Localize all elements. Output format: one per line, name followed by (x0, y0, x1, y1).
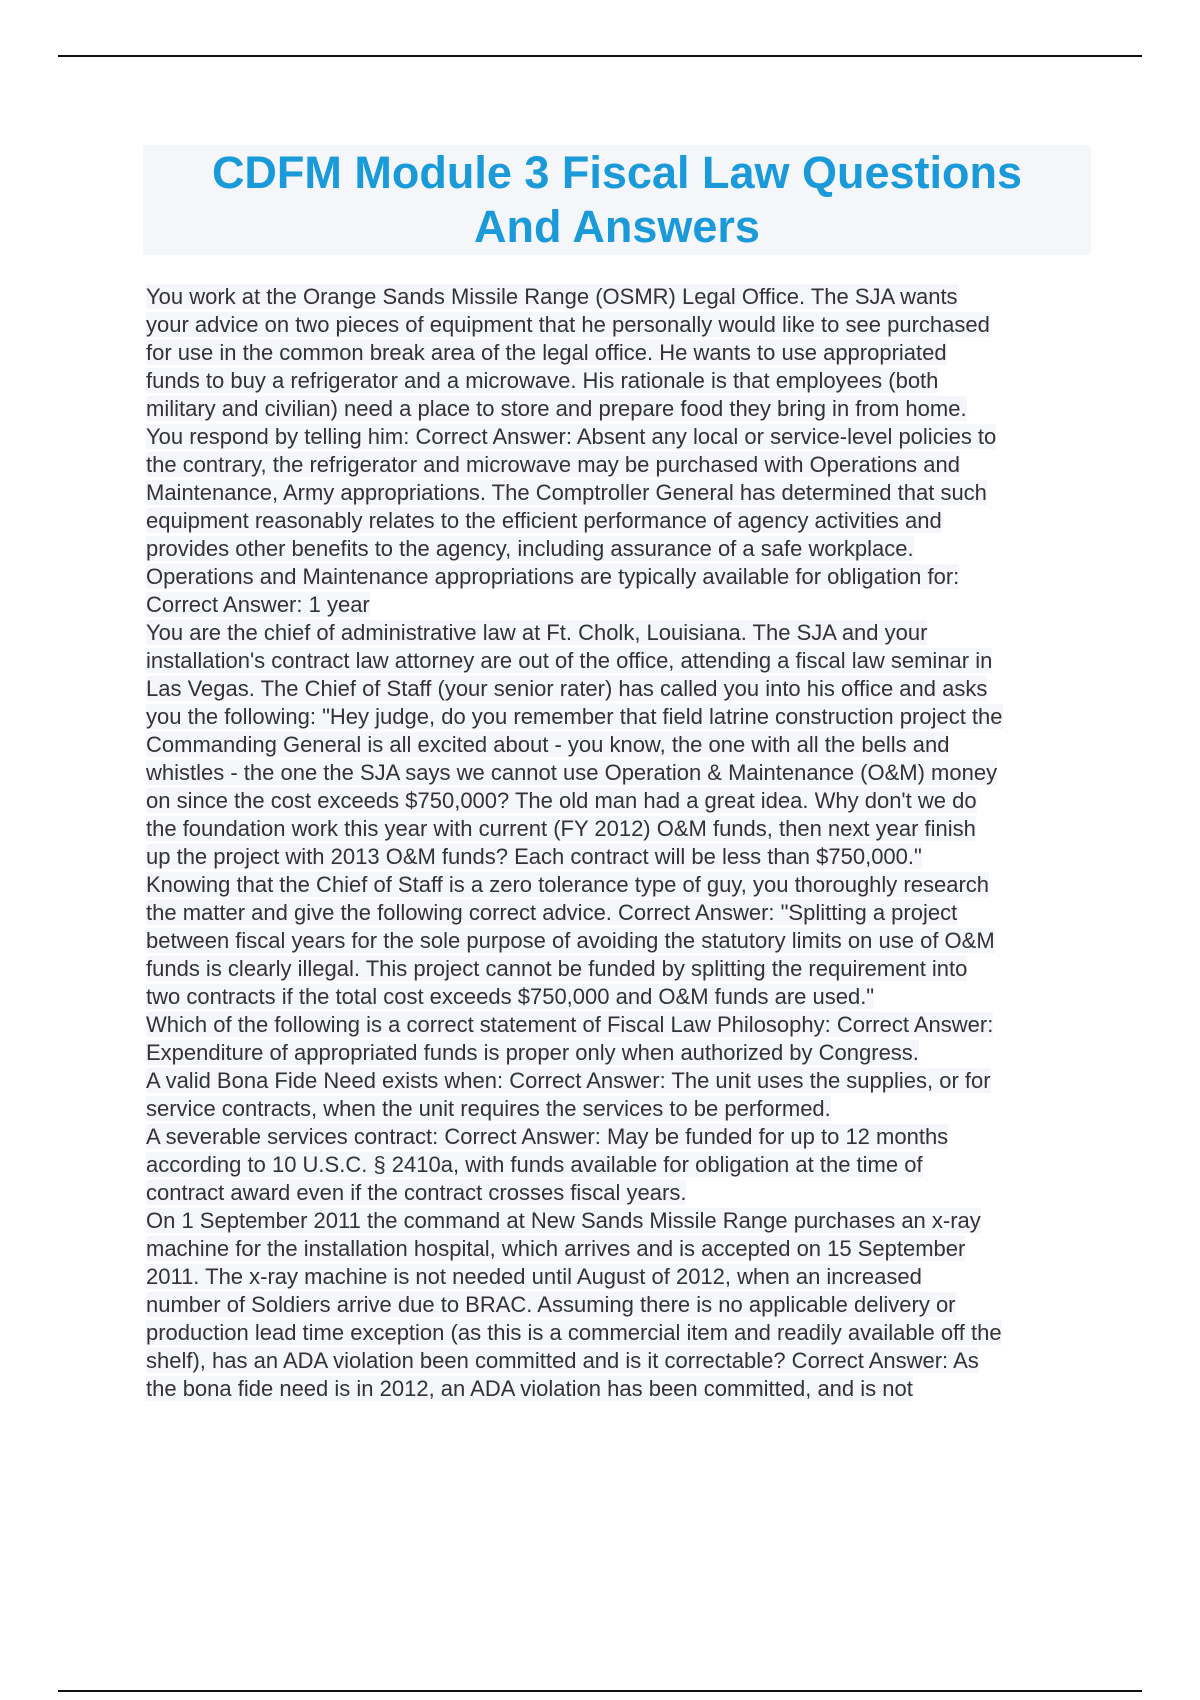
body-line-text: service contracts, when the unit requires the services to be performed. (146, 1096, 831, 1121)
body-line-text: military and civilian) need a place to store and prepare food they bring in from home. (146, 396, 967, 421)
body-line-text: up the project with 2013 O&M funds? Each contract will be less than $750,000." (146, 844, 922, 869)
body-line-text: Maintenance, Army appropriations. The Comptroller General has determined that such (146, 480, 987, 505)
body-line-text: You are the chief of administrative law at Ft. Cholk, Louisiana. The SJA and your (146, 620, 928, 645)
body-line (146, 339, 1096, 367)
body-line-text: machine for the installation hospital, which arrives and is accepted on 15 September (146, 1236, 966, 1261)
document-title (212, 146, 1022, 254)
body-line-text: whistles - the one the SJA says we cannot use Operation & Maintenance (O&M) money (146, 760, 998, 785)
body-line (146, 1067, 1096, 1095)
body-line-text: the matter and give the following correct advice. Correct Answer: "Splitting a project (146, 900, 958, 925)
body-line-text: 2011. The x-ray machine is not needed until August of 2012, when an increased (146, 1264, 922, 1289)
body-line (146, 1375, 1096, 1403)
body-line (146, 311, 1096, 339)
body-line (146, 787, 1096, 815)
body-line-text: shelf), has an ADA violation been committed and is it correctable? Correct Answer: As (146, 1348, 979, 1373)
body-line-text: the foundation work this year with current (FY 2012) O&M funds, then next year finish (146, 816, 976, 841)
body-line (146, 731, 1096, 759)
body-line (146, 1207, 1096, 1235)
bottom-rule (58, 1690, 1142, 1692)
body-line-text: your advice on two pieces of equipment that he personally would like to see purchased (146, 312, 990, 337)
body-line (146, 843, 1096, 871)
body-line (146, 759, 1096, 787)
body-line-text: the contrary, the refrigerator and microwave may be purchased with Operations and (146, 452, 960, 477)
body-line (146, 927, 1096, 955)
body-line (146, 1347, 1096, 1375)
body-line-text: number of Soldiers arrive due to BRAC. Assuming there is no applicable delivery or (146, 1292, 956, 1317)
body-line (146, 591, 1096, 619)
body-line-text: Operations and Maintenance appropriations are typically available for obligation for: (146, 564, 960, 589)
body-line-text: between fiscal years for the sole purpose of avoiding the statutory limits on use of O&M (146, 928, 995, 953)
body-line (146, 1151, 1096, 1179)
body-line-text: You work at the Orange Sands Missile Range (OSMR) Legal Office. The SJA wants (146, 284, 958, 309)
body-line (146, 507, 1096, 535)
body-line-text: Correct Answer: 1 year (146, 592, 370, 617)
body-line (146, 367, 1096, 395)
body-line-text: you the following: "Hey judge, do you remember that field latrine construction project the (146, 704, 1003, 729)
body-line-text: On 1 September 2011 the command at New Sands Missile Range purchases an x-ray (146, 1208, 981, 1233)
body-line (146, 1123, 1096, 1151)
body-line (146, 675, 1096, 703)
body-line (146, 647, 1096, 675)
body-line (146, 1291, 1096, 1319)
body-line-text: production lead time exception (as this is a commercial item and readily available off the (146, 1320, 1002, 1345)
body-line-text: Which of the following is a correct statement of Fiscal Law Philosophy: Correct Answer: (146, 1012, 994, 1037)
body-line-text: funds to buy a refrigerator and a microwave. His rationale is that employees (both (146, 368, 939, 393)
body-line (146, 479, 1096, 507)
body-line-text: A valid Bona Fide Need exists when: Correct Answer: The unit uses the supplies, or for (146, 1068, 991, 1093)
body-line (146, 619, 1096, 647)
body-line-text: Expenditure of appropriated funds is proper only when authorized by Congress. (146, 1040, 919, 1065)
body-line (146, 1179, 1096, 1207)
body-line (146, 563, 1096, 591)
body-line (146, 983, 1096, 1011)
body-line (146, 1011, 1096, 1039)
body-line (146, 703, 1096, 731)
body-line-text: Knowing that the Chief of Staff is a zero tolerance type of guy, you thoroughly research (146, 872, 990, 897)
body-line-text: two contracts if the total cost exceeds $750,000 and O&M funds are used." (146, 984, 875, 1009)
top-rule (58, 55, 1142, 57)
body-line (146, 1319, 1096, 1347)
body-line-text: on since the cost exceeds $750,000? The old man had a great idea. Why don't we do (146, 788, 977, 813)
body-line (146, 1235, 1096, 1263)
body-line-text: for use in the common break area of the legal office. He wants to use appropriated (146, 340, 947, 365)
body-line-text: funds is clearly illegal. This project cannot be funded by splitting the requirement into (146, 956, 968, 981)
body-line (146, 871, 1096, 899)
body-line-text: according to 10 U.S.C. § 2410a, with funds available for obligation at the time of (146, 1152, 923, 1177)
body-line (146, 283, 1096, 311)
body-line-text: Commanding General is all excited about - you know, the one with all the bells and (146, 732, 950, 757)
body-line (146, 955, 1096, 983)
document-body (146, 283, 1096, 1403)
body-line-text: contract award even if the contract crosses fiscal years. (146, 1180, 687, 1205)
body-line-text: equipment reasonably relates to the efficient performance of agency activities and (146, 508, 942, 533)
body-line (146, 535, 1096, 563)
body-line-text: Las Vegas. The Chief of Staff (your senior rater) has called you into his office and asks (146, 676, 988, 701)
body-line (146, 815, 1096, 843)
body-line-text: provides other benefits to the agency, including assurance of a safe workplace. (146, 536, 914, 561)
body-line (146, 1095, 1096, 1123)
body-line (146, 423, 1096, 451)
title-banner (143, 145, 1091, 255)
title-line-1: CDFM Module 3 Fiscal Law Questions (211, 147, 1023, 198)
title-line-2: And Answers (474, 201, 760, 252)
body-line-text: You respond by telling him: Correct Answer: Absent any local or service-level policies to (146, 424, 997, 449)
body-line (146, 1039, 1096, 1067)
body-line (146, 451, 1096, 479)
body-line-text: A severable services contract: Correct Answer: May be funded for up to 12 months (146, 1124, 949, 1149)
body-line (146, 395, 1096, 423)
body-line-text: the bona fide need is in 2012, an ADA violation has been committed, and is not (146, 1376, 913, 1401)
body-line-text: installation's contract law attorney are out of the office, attending a fiscal law seminar in (146, 648, 993, 673)
body-line (146, 1263, 1096, 1291)
body-line (146, 899, 1096, 927)
